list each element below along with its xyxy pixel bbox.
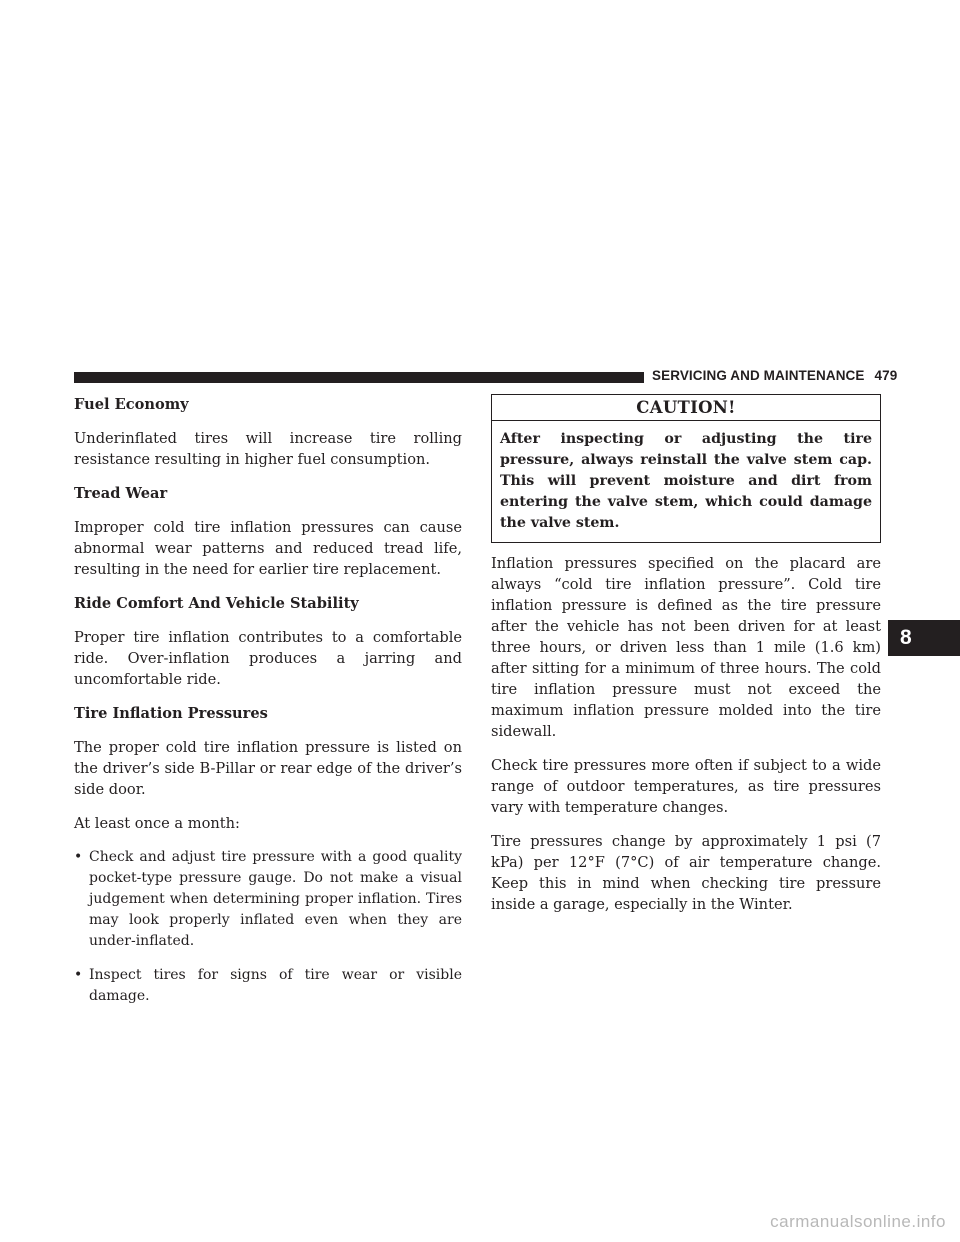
paragraph-cold-pressure: Inflation pressures specified on the placard are always “cold tire inflation pressure”. Cold tire inflation pressure is defined as the tire pressure after the vehicle has not been driven for at least three hours, or driven less than 1 mile (1.6 km) after sitting for a minimum of three hours. The cold tire inflation pressure must not exceed the maximum inflation pressure molded into the tire sidewall. [491,555,881,740]
paragraph-fuel-economy: Underinflated tires will increase tire rolling resistance resulting in higher fuel consumption. [74,430,462,468]
watermark: carmanualsonline.info [770,1212,946,1231]
bullet-icon: • [74,967,83,983]
header-rule [74,372,644,383]
chapter-tab: 8 [888,620,960,656]
caution-text: After inspecting or adjusting the tire pressure, always reinstall the valve stem cap. This will prevent moisture and dirt from entering the valve stem, which could damage the valve stem. [500,431,872,531]
paragraph-check-often: Check tire pressures more often if subject to a wide range of outdoor temperatures, as tire pressures vary with temperature changes. [491,757,881,816]
paragraph-monthly-intro: At least once a month: [74,815,240,832]
caution-box [491,394,881,543]
list-item-text: Check and adjust tire pressure with a good quality pocket-type pressure gauge. Do not make a visual judgement when determining proper inflation. Tires may look properly inflated even when they are under-inflated. [89,849,462,949]
list-item [74,847,462,952]
heading-tread-wear: Tread Wear [74,485,168,502]
running-header [652,368,897,383]
paragraph-temperature-change: Tire pressures change by approximately 1 psi (7 kPa) per 12°F (7°C) of air temperature change. Keep this in mind when checking tire pressure inside a garage, especially in the Winter. [491,833,881,913]
list-item-text: Inspect tires for signs of tire wear or visible damage. [89,967,462,1004]
right-column [491,394,881,928]
caution-title: CAUTION! [492,395,880,421]
heading-tire-inflation: Tire Inflation Pressures [74,705,268,722]
section-title: SERVICING AND MAINTENANCE [652,368,865,383]
paragraph-tread-wear: Improper cold tire inflation pressures can cause abnormal wear patterns and reduced tread life, resulting in the need for earlier tire replacement. [74,519,462,578]
paragraph-tire-inflation: The proper cold tire inflation pressure is listed on the driver’s side B-Pillar or rear edge of the driver’s side door. [74,739,462,798]
heading-fuel-economy: Fuel Economy [74,396,189,413]
paragraph-ride-comfort: Proper tire inflation contributes to a comfortable ride. Over-inflation produces a jarring and uncomfortable ride. [74,629,462,688]
list-item [74,965,462,1007]
left-column [74,394,462,1020]
bullet-icon: • [74,849,83,865]
monthly-checklist [74,847,462,1007]
page-number: 479 [874,368,898,383]
heading-ride-comfort: Ride Comfort And Vehicle Stability [74,595,359,612]
